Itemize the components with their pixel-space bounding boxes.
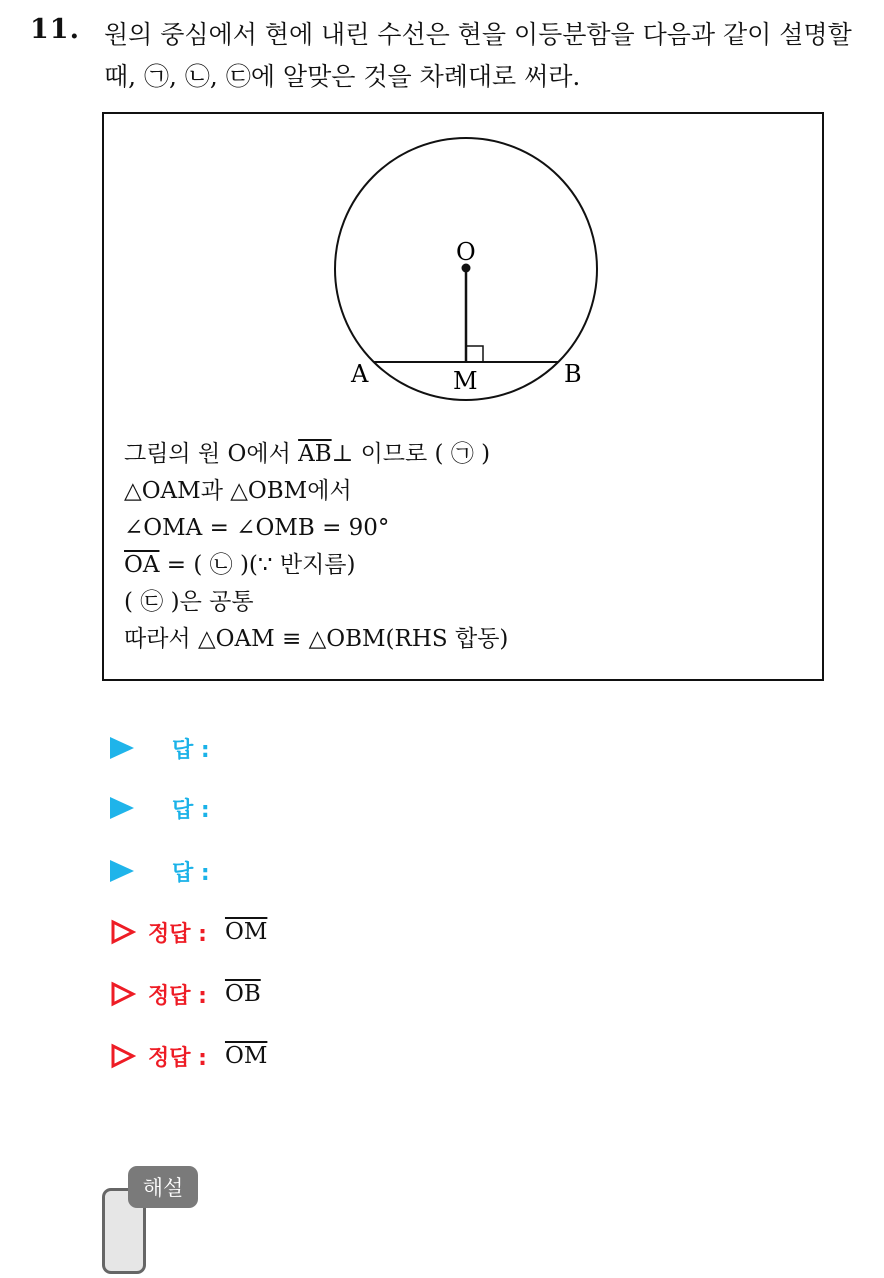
correct-value: $\overline{OM}$: [224, 1043, 268, 1069]
correct-label: 정답 :: [148, 983, 207, 1009]
segment-oa: $\overline{OA}$: [124, 552, 160, 578]
answer-row-3: [110, 851, 210, 891]
label-b: B: [564, 360, 582, 388]
explain-line-5: ( ㉢ )은 공통: [124, 589, 254, 615]
explain-line-6: 따라서 △OAM ≡ △OBM(RHS 합동): [124, 626, 509, 652]
triangle-filled-icon: [110, 737, 134, 759]
right-angle-mark: [466, 346, 483, 362]
correct-row-2: [110, 974, 261, 1014]
correct-value: $\overline{OM}$: [224, 919, 268, 945]
correct-row-3: [110, 1036, 267, 1076]
segment-ab: $\overline{AB}$: [298, 441, 332, 467]
explain-line-1: 그림의 원 O에서 $\overline{AB}\perp$ 이므로 ( ㉠ ): [124, 441, 491, 467]
answer-row-1: [110, 728, 210, 768]
triangle-outline-icon: [110, 981, 136, 1007]
correct-value: $\overline{OB}$: [224, 981, 261, 1007]
question-number: 11.: [30, 14, 80, 45]
circle-figure: [104, 114, 822, 414]
triangle-filled-icon: [110, 797, 134, 819]
explanation-box: [102, 112, 824, 681]
triangle-filled-icon: [110, 860, 134, 882]
answer-label: 답 :: [172, 860, 210, 886]
explanation-text: [124, 436, 508, 658]
label-m: M: [453, 367, 478, 395]
explain-line-3: ∠OMA = ∠OMB = 90°: [124, 515, 390, 541]
question-text: 원의 중심에서 현에 내린 수선은 현을 이등분함을 다음과 같이 설명할 때, ㉠, ㉡, ㉢에 알맞은 것을 차례대로 써라.: [104, 20, 852, 91]
commentary-tab[interactable]: 해설: [128, 1166, 198, 1208]
triangle-outline-icon: [110, 919, 136, 945]
explain-line-4: $\overline{OA}$ = ( ㉡ )(∵ 반지름): [124, 552, 356, 578]
answer-row-2: [110, 788, 210, 828]
answer-label: 답 :: [172, 737, 210, 763]
label-o: O: [456, 238, 476, 266]
label-a: A: [351, 360, 369, 388]
answer-label: 답 :: [172, 797, 210, 823]
correct-row-1: [110, 912, 267, 952]
correct-label: 정답 :: [148, 1045, 207, 1071]
correct-label: 정답 :: [148, 921, 207, 947]
triangle-outline-icon: [110, 1043, 136, 1069]
explain-line-2: △OAM과 △OBM에서: [124, 478, 352, 504]
